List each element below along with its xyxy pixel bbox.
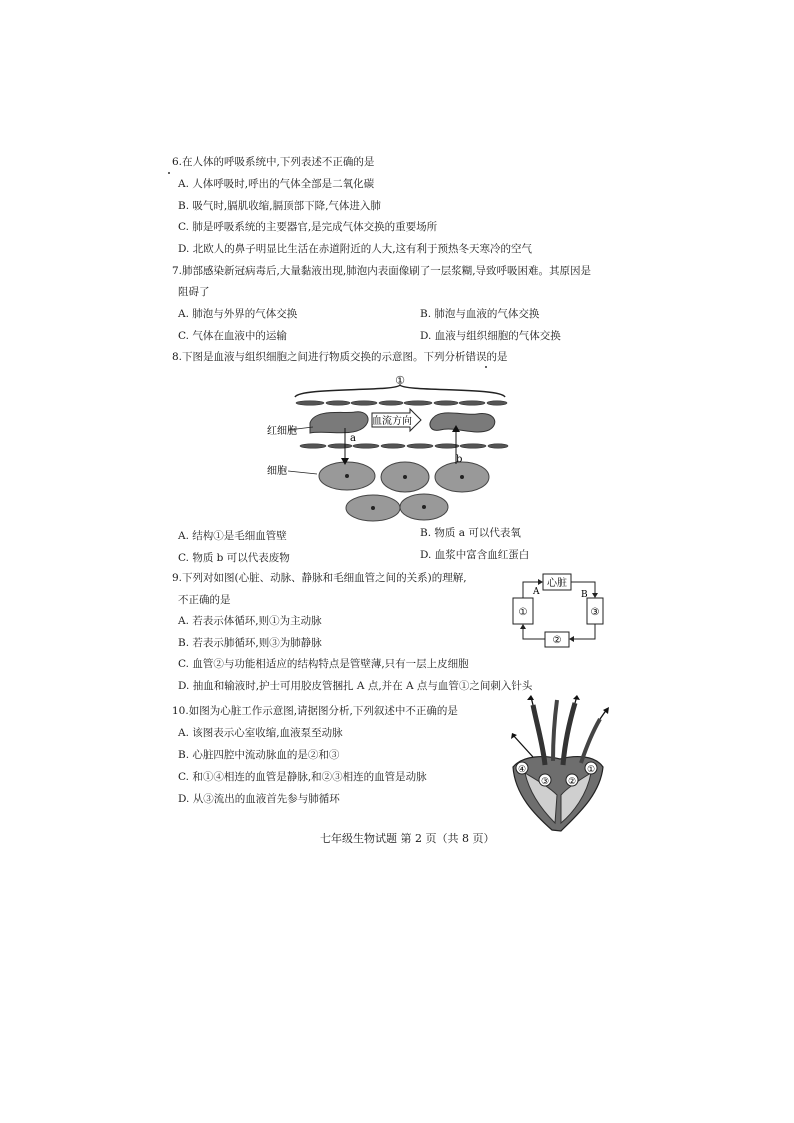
cell-nucleus bbox=[403, 475, 407, 479]
q7-option-c: C. 气体在血液中的运输 bbox=[178, 330, 287, 342]
cell-leader-line bbox=[288, 471, 317, 474]
capillary-exchange-diagram bbox=[255, 370, 515, 525]
flow-direction-arrow bbox=[372, 409, 421, 431]
q6-option-c: C. 肺是呼吸系统的主要器官,是完成气体交换的重要场所 bbox=[178, 221, 438, 233]
heart-label: 心脏 bbox=[547, 578, 567, 589]
q7-option-b: B. 肺泡与血液的气体交换 bbox=[420, 308, 540, 320]
q6-option-d: D. 北欧人的鼻子明显比生活在赤道附近的人大,这有利于预热冬天寒冷的空气 bbox=[178, 243, 533, 255]
vessel bbox=[563, 703, 575, 765]
vessel bbox=[581, 719, 600, 763]
scan-dot bbox=[485, 366, 487, 368]
chamber-1-label: ① bbox=[586, 765, 596, 775]
q10-option-c: C. 和①④相连的血管是静脉,和②③相连的血管是动脉 bbox=[178, 771, 427, 783]
vessel-3-label: ③ bbox=[590, 607, 600, 618]
q8-option-d: D. 血浆中富含血红蛋白 bbox=[420, 549, 530, 561]
q9-option-c: C. 血管②与功能相适应的结构特点是管壁薄,只有一层上皮细胞 bbox=[178, 658, 469, 670]
q6-option-b: B. 吸气时,膈肌收缩,膈顶部下降,气体进入肺 bbox=[178, 200, 381, 212]
page-footer: 七年级生物试题 第 2 页（共 8 页） bbox=[320, 832, 495, 845]
scan-dot bbox=[168, 172, 170, 174]
q9-stem-cont: 不正确的是 bbox=[178, 594, 231, 606]
heart-working-diagram bbox=[505, 695, 615, 835]
fig8-label-a: a bbox=[350, 433, 356, 444]
chamber-3-label: ③ bbox=[540, 777, 550, 787]
vessel-2-label: ② bbox=[552, 635, 562, 646]
arrow-into-3 bbox=[592, 593, 598, 598]
flow-label: 血流方向 bbox=[372, 416, 412, 427]
q7-option-d: D. 血液与组织细胞的气体交换 bbox=[420, 330, 561, 342]
q7-option-a: A. 肺泡与外界的气体交换 bbox=[178, 308, 298, 320]
q8-stem: 8.下图是血液与组织细胞之间进行物质交换的示意图。下列分析错误的是 bbox=[172, 351, 508, 363]
q7-stem-cont: 阻碍了 bbox=[178, 286, 210, 298]
circulation-loop-diagram bbox=[505, 568, 610, 653]
red-blood-cell-left bbox=[310, 412, 368, 433]
vessel bbox=[553, 700, 557, 761]
chamber-4-label: ④ bbox=[517, 765, 527, 775]
point-b-label: B bbox=[581, 590, 588, 600]
q10-option-b: B. 心脏四腔中流动脉血的是②和③ bbox=[178, 749, 340, 761]
arrow-into-2 bbox=[569, 636, 574, 642]
line-2-to-1 bbox=[523, 625, 545, 639]
flow-arrow-head bbox=[527, 695, 534, 700]
q7-stem: 7.肺部感染新冠病毒后,大量黏液出现,肺泡内表面像刷了一层浆糊,导致呼吸困难。其原因是 bbox=[172, 265, 592, 277]
cell-nucleus bbox=[460, 475, 464, 479]
vessel-1-label: ① bbox=[518, 607, 528, 618]
cell-label: 细胞 bbox=[267, 466, 287, 477]
q9-option-a: A. 若表示体循环,则①为主动脉 bbox=[178, 615, 322, 627]
q9-option-b: B. 若表示肺循环,则③为肺静脉 bbox=[178, 637, 322, 649]
vessel bbox=[533, 705, 545, 765]
q9-stem: 9.下列对如图(心脏、动脉、静脉和毛细血管之间的关系)的理解, bbox=[172, 572, 467, 584]
q10-option-d: D. 从③流出的血液首先参与肺循环 bbox=[178, 793, 340, 805]
q8-option-a: A. 结构①是毛细血管壁 bbox=[178, 530, 287, 542]
cell-nucleus bbox=[371, 506, 375, 510]
fig8-label-b: b bbox=[456, 454, 463, 465]
q6-option-a: A. 人体呼吸时,呼出的气体全部是二氧化碳 bbox=[178, 178, 375, 190]
q8-option-c: C. 物质 b 可以代表废物 bbox=[178, 552, 290, 564]
red-blood-cell-right bbox=[430, 413, 495, 432]
flow-arrow-head bbox=[573, 695, 580, 700]
flow-arrow bbox=[513, 735, 533, 757]
upper-capillary-wall bbox=[296, 401, 507, 405]
fig8-label-1: ① bbox=[395, 374, 405, 387]
lower-capillary-wall bbox=[300, 444, 508, 448]
arrow-into-heart bbox=[538, 579, 543, 585]
rbc-label: 红细胞 bbox=[267, 426, 297, 437]
cell-nucleus bbox=[422, 505, 426, 509]
q6-stem: 6.在人体的呼吸系统中,下列表述不正确的是 bbox=[172, 156, 375, 168]
q10-stem: 10.如图为心脏工作示意图,请据图分析,下列叙述中不正确的是 bbox=[172, 705, 458, 717]
q10-option-a: A. 该图表示心室收缩,血液泵至动脉 bbox=[178, 727, 343, 739]
arrow-into-1 bbox=[520, 624, 526, 629]
q8-option-b: B. 物质 a 可以代表氧 bbox=[420, 527, 521, 539]
point-a-label: A bbox=[533, 587, 540, 597]
q9-option-d: D. 抽血和输液时,护士可用胶皮管捆扎 A 点,并在 A 点与血管①之间刺入针头 bbox=[178, 680, 533, 692]
chamber-2-label: ② bbox=[567, 777, 577, 787]
cell-nucleus bbox=[345, 474, 349, 478]
